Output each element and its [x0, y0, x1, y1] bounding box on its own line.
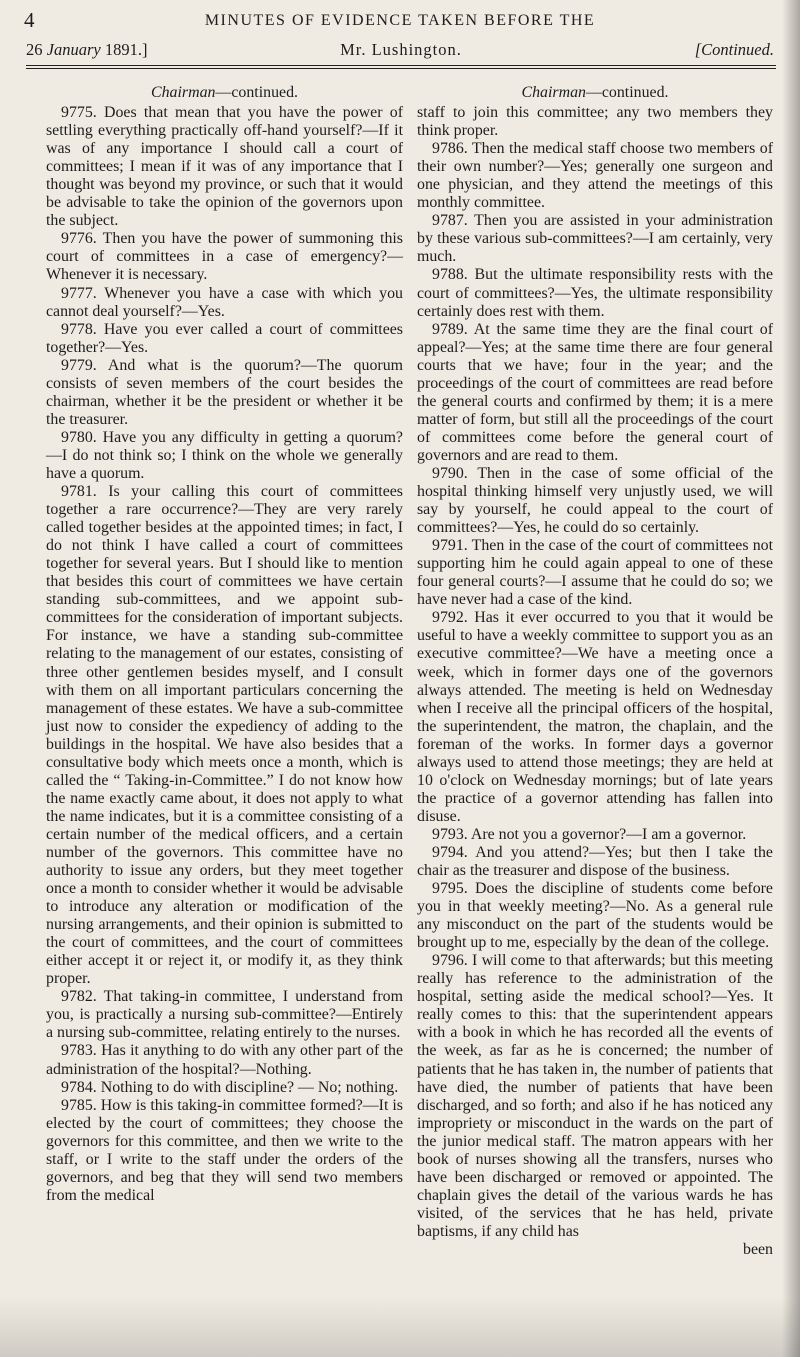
- running-head: [0, 4, 800, 34]
- testimony-paragraph: 9791. Then in the case of the court of committees not supporting him he could again appeal to one of these four general courts?—I assume that he could do so; we have never had a case of the kind.: [417, 537, 773, 609]
- hearing-year: 1891.]: [104, 40, 148, 59]
- testimony-paragraph-continuation: staff to join this committee; any two members they think proper.: [417, 104, 773, 140]
- testimony-paragraph: 9796. I will come to that afterwards; but this meeting really has reference to the administration of the hospital, setting aside the medical school?—Yes. It really comes to this: that the superintendent appears with a book in which he has recorded all the events of the week, as far as he is concerned; the number of patients that he has taken in, the number of patients that have died, the number of patients that have been discharged, and so forth; and also if he has noticed any impropriety or misconduct in the wards on the part of the junior medical staff. The matron appears with her book of nurses showing all the transfers, nurses who have been discharged or removed or appointed. The chaplain gives the detail of the various wards he has visited, of the services that he has held, private baptisms, if any child has: [417, 952, 773, 1240]
- testimony-paragraph: 9779. And what is the quorum?—The quorum consists of seven members of the court besides the chairman, whether it be the president or whether it be the treasurer.: [46, 356, 403, 428]
- running-title: MINUTES OF EVIDENCE TAKEN BEFORE THE: [204, 12, 596, 29]
- catchword: been: [743, 1241, 773, 1258]
- page-number: 4: [24, 8, 35, 32]
- testimony-paragraph: 9795. Does the discipline of students come before you in that weekly meeting?—No. As a general rule any misconduct on the part of the students would be brought up to me, especially by the dean of the college.: [417, 880, 773, 952]
- testimony-paragraph: 9782. That taking-in committee, I understand from you, is practically a nursing sub-committee?—Entirely a nursing sub-committee, relating entirely to the nurses.: [46, 988, 403, 1042]
- right-heading-suffix: —continued.: [585, 84, 669, 101]
- left-column-heading: [46, 84, 403, 102]
- hearing-day: 26: [26, 40, 43, 59]
- header-rule: [26, 65, 776, 66]
- section-header: [26, 40, 776, 62]
- page-edge-shadow: [782, 0, 800, 1357]
- testimony-paragraph: 9788. But the ultimate responsibility rests with the court of committees?—Yes, the ultimate responsibility certainly does rest with them.: [417, 266, 773, 320]
- testimony-paragraph: 9780. Have you any difficulty in getting a quorum?—I do not think so; I think on the whole we generally have a quorum.: [46, 428, 403, 482]
- right-column-heading: [417, 84, 773, 102]
- testimony-paragraph: 9794. And you attend?—Yes; but then I take the chair as the treasurer and dispose of the business.: [417, 843, 773, 880]
- testimony-paragraph: 9793. Are not you a governor?—I am a governor.: [432, 825, 747, 843]
- left-heading-name: Chairman: [151, 84, 216, 101]
- testimony-paragraph: 9783. Has it anything to do with any other part of the administration of the hospital?—Nothing.: [46, 1042, 403, 1078]
- testimony-paragraph: 9775. Does that mean that you have the power of settling everything practically off-hand yourself?—If it was of any importance I should call a court of committees; I mean if it was of any importance that I thought was beyond my province, or such that it would be advisable to take the opinion of the governors upon the subject.: [46, 104, 403, 230]
- testimony-paragraph: 9778. Have you ever called a court of committees together?—Yes.: [46, 320, 403, 356]
- testimony-paragraph: 9790. Then in the case of some official of the hospital thinking himself very unjustly used, we will say by yourself, he could appeal to the court of committees?—Yes, he could do so certainly.: [417, 464, 773, 537]
- testimony-paragraph: 9781. Is your calling this court of committees together a rare occurrence?—They are very rarely called together besides at the appointed times; in fact, I do not think I have called a court of committees together for several years. But I should like to mention that besides this court of committees we have certain standing sub-committees, and we appoint sub-committees for the consideration of important subjects. For instance, we have a standing sub-committee relating to the management of our estates, consisting of three other gentlemen besides myself, and I consult with them on all important particulars concerning the management of these estates. We have a sub-committee just now to consider the expediency of adding to the buildings in the hospital. We have also besides that a consultative body which meets once a month, which is called the “ Taking-in-Committee.” I do not know how the name exactly came about, it does not apply to what the name indicates, but it is a committee consisting of a certain number of the medical officers, and a certain number of the governors. This committee have no authority to issue any orders, but they meet together once a month to consider whether it would be advisable to introduce any alteration or modification of the nursing arrangements, and their opinion is submitted to the court of committees, and the court of committees either accept it or reject it, or modify it, as they think proper.: [46, 483, 403, 988]
- testimony-paragraph: 9786. Then the medical staff choose two members of their own number?—Yes; generally one surgeon and one physician, and they attend the meetings of this monthly committee.: [417, 140, 773, 212]
- page-bottom-shadow: [0, 1297, 800, 1357]
- testimony-paragraph: 9787. Then you are assisted in your administration by these various sub-committees?—I am certainly, very much.: [417, 212, 773, 266]
- right-column: [417, 84, 773, 1259]
- header-rule-thin: [26, 68, 776, 69]
- testimony-paragraph: 9784. Nothing to do with discipline? — No; nothing.: [61, 1078, 399, 1096]
- testimony-paragraph: 9776. Then you have the power of summoning this court of committees in a case of emergency?—Whenever it is necessary.: [46, 230, 403, 284]
- hearing-month: January: [46, 40, 101, 59]
- continued-label: [Continued.: [694, 40, 774, 59]
- testimony-paragraph: 9785. How is this taking-in committee formed?—It is elected by the court of committees; they choose the governors for this committee, and then we write to the staff, or I write to the staff under the orders of the governors, and beg that they will send two members from the medical: [46, 1096, 403, 1204]
- testimony-paragraph: 9789. At the same time they are the final court of appeal?—Yes; at the same time there are four general courts that we have; four in the year; and the proceedings of the court of committees are read before the general courts and confirmed by them; it is a mere matter of form, but still all the proceedings of the court of committees come before the general court of governors and are read to them.: [417, 320, 773, 464]
- witness-name: Mr. Lushington.: [340, 40, 462, 59]
- testimony-paragraph: 9777. Whenever you have a case with which you cannot deal yourself?—Yes.: [46, 284, 403, 320]
- testimony-paragraph: 9792. Has it ever occurred to you that it would be useful to have a weekly committee to support you as an executive committee?—We have a meeting once a week, which in former days one of the governors always attended. The meeting is held on Wednesday when I receive all the principal officers of the hospital, the superintendent, the matron, the chaplain, and the foreman of the works. In former days a governor always used to attend those meetings; they are held at 10 o'clock on Wednesday mornings; but of late years the practice of a governor attending has fallen into disuse.: [417, 609, 773, 825]
- left-column: [46, 84, 403, 1205]
- right-heading-name: Chairman: [521, 84, 586, 101]
- left-heading-suffix: —continued.: [215, 84, 298, 101]
